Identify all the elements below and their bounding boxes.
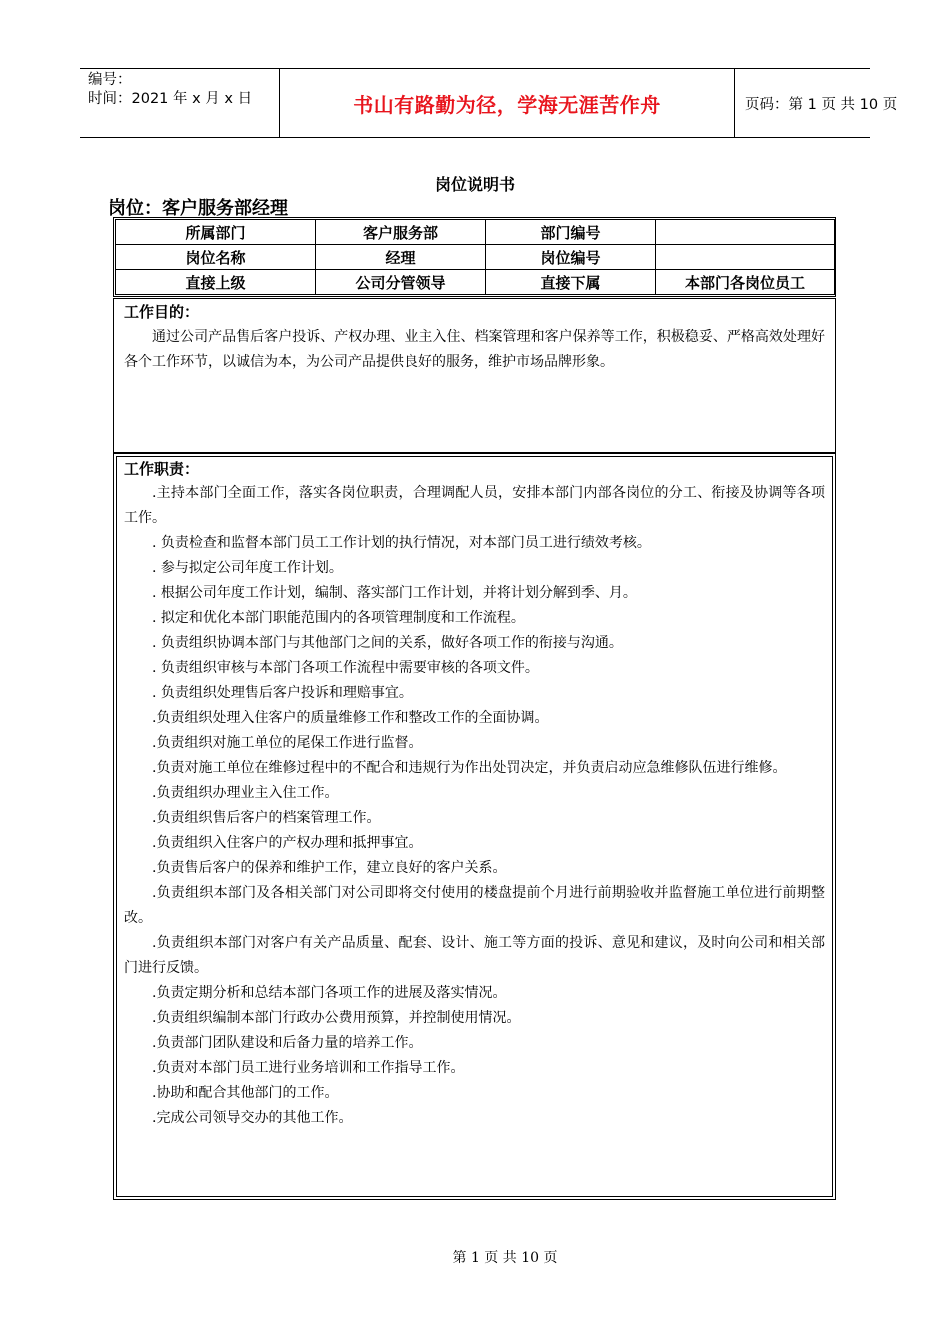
header-page-number: 页码：第 1 页 共 10 页 <box>745 96 898 113</box>
table-row <box>116 270 835 295</box>
table-cell: 直接下属 <box>486 270 656 295</box>
list-item: .协助和配合其他部门的工作。 <box>152 1085 339 1101</box>
table-cell <box>656 220 835 245</box>
header-motto: 书山有路勤为径，学海无涯苦作舟 <box>353 92 661 117</box>
purpose-heading: 工作目的： <box>124 303 200 321</box>
table-cell: 岗位编号 <box>486 245 656 270</box>
table-cell: 客户服务部 <box>316 220 486 245</box>
list-item: .完成公司领导交办的其他工作。 <box>152 1110 353 1126</box>
list-item: .负责部门团队建设和后备力量的培养工作。 <box>152 1035 423 1051</box>
list-item: .负责组织入住客户的产权办理和抵押事宜。 <box>152 835 423 851</box>
document-number-label: 编号： <box>88 72 132 88</box>
list-item: .负责组织处理入住客户的质量维修工作和整改工作的全面协调。 <box>152 710 549 726</box>
table-cell: 本部门各岗位员工 <box>656 270 835 295</box>
header-motto-cell <box>280 69 735 137</box>
list-item: .负责定期分析和总结本部门各项工作的进展及落实情况。 <box>152 985 507 1001</box>
purpose-text: 通过公司产品售后客户投诉、产权办理、业主入住、档案管理和客户保养等工作，积极稳妥、严格高效处理好各个工作环节，以诚信为本，为公司产品提供良好的服务，维护市场品牌形象。 <box>124 329 825 370</box>
list-item: .负责对本部门员工进行业务培训和工作指导工作。 <box>152 1060 465 1076</box>
list-item: .主持本部门全面工作，落实各岗位职责，合理调配人员，安排本部门内部各岗位的分工、衔接及协调等各项工作。 <box>124 485 825 526</box>
list-item: . 负责组织处理售后客户投诉和理赔事宜。 <box>152 685 413 701</box>
header-meta <box>80 69 280 137</box>
document-time-label: 时间：2021 年 x 月 x 日 <box>88 91 253 107</box>
document-title: 岗位说明书 <box>434 175 515 194</box>
duties-list <box>124 481 825 1131</box>
list-item: . 拟定和优化本部门职能范围内的各项管理制度和工作流程。 <box>152 610 525 626</box>
purpose-body <box>124 325 825 375</box>
list-item: .负责组织本部门对客户有关产品质量、配套、设计、施工等方面的投诉、意见和建议，及时向公司和相关部门进行反馈。 <box>124 935 825 976</box>
table-cell: 直接上级 <box>116 270 316 295</box>
list-item: . 负责检查和监督本部门员工工作计划的执行情况，对本部门员工进行绩效考核。 <box>152 535 651 551</box>
page-footer: 第 1 页 共 10 页 <box>452 1250 558 1266</box>
table-cell: 部门编号 <box>486 220 656 245</box>
table-row <box>116 220 835 245</box>
table-cell: 岗位名称 <box>116 245 316 270</box>
table-cell: 经理 <box>316 245 486 270</box>
list-item: . 根据公司年度工作计划，编制、落实部门工作计划，并将计划分解到季、月。 <box>152 585 637 601</box>
table-cell: 所属部门 <box>116 220 316 245</box>
table-cell: 公司分管领导 <box>316 270 486 295</box>
list-item: .负责组织对施工单位的尾保工作进行监督。 <box>152 735 423 751</box>
list-item: . 负责组织审核与本部门各项工作流程中需要审核的各项文件。 <box>152 660 539 676</box>
table-cell <box>656 245 835 270</box>
list-item: .负责对施工单位在维修过程中的不配合和违规行为作出处罚决定，并负责启动应急维修队伍进行维修。 <box>152 760 787 776</box>
list-item: .负责组织售后客户的档案管理工作。 <box>152 810 381 826</box>
duties-section <box>113 453 836 1200</box>
purpose-section <box>113 298 836 453</box>
list-item: . 负责组织协调本部门与其他部门之间的关系，做好各项工作的衔接与沟通。 <box>152 635 623 651</box>
list-item: .负责组织本部门及各相关部门对公司即将交付使用的楼盘提前个月进行前期验收并监督施工单位进行前期整改。 <box>124 885 825 926</box>
table-row <box>116 245 835 270</box>
position-info-table <box>113 217 836 297</box>
list-item: . 参与拟定公司年度工作计划。 <box>152 560 343 576</box>
page-header <box>80 68 898 138</box>
list-item: .负责组织办理业主入住工作。 <box>152 785 339 801</box>
list-item: .负责组织编制本部门行政办公费用预算，并控制使用情况。 <box>152 1010 521 1026</box>
duties-heading: 工作职责： <box>124 460 200 478</box>
list-item: .负责售后客户的保养和维护工作，建立良好的客户关系。 <box>152 860 507 876</box>
position-title: 岗位：客户服务部经理 <box>108 198 288 219</box>
